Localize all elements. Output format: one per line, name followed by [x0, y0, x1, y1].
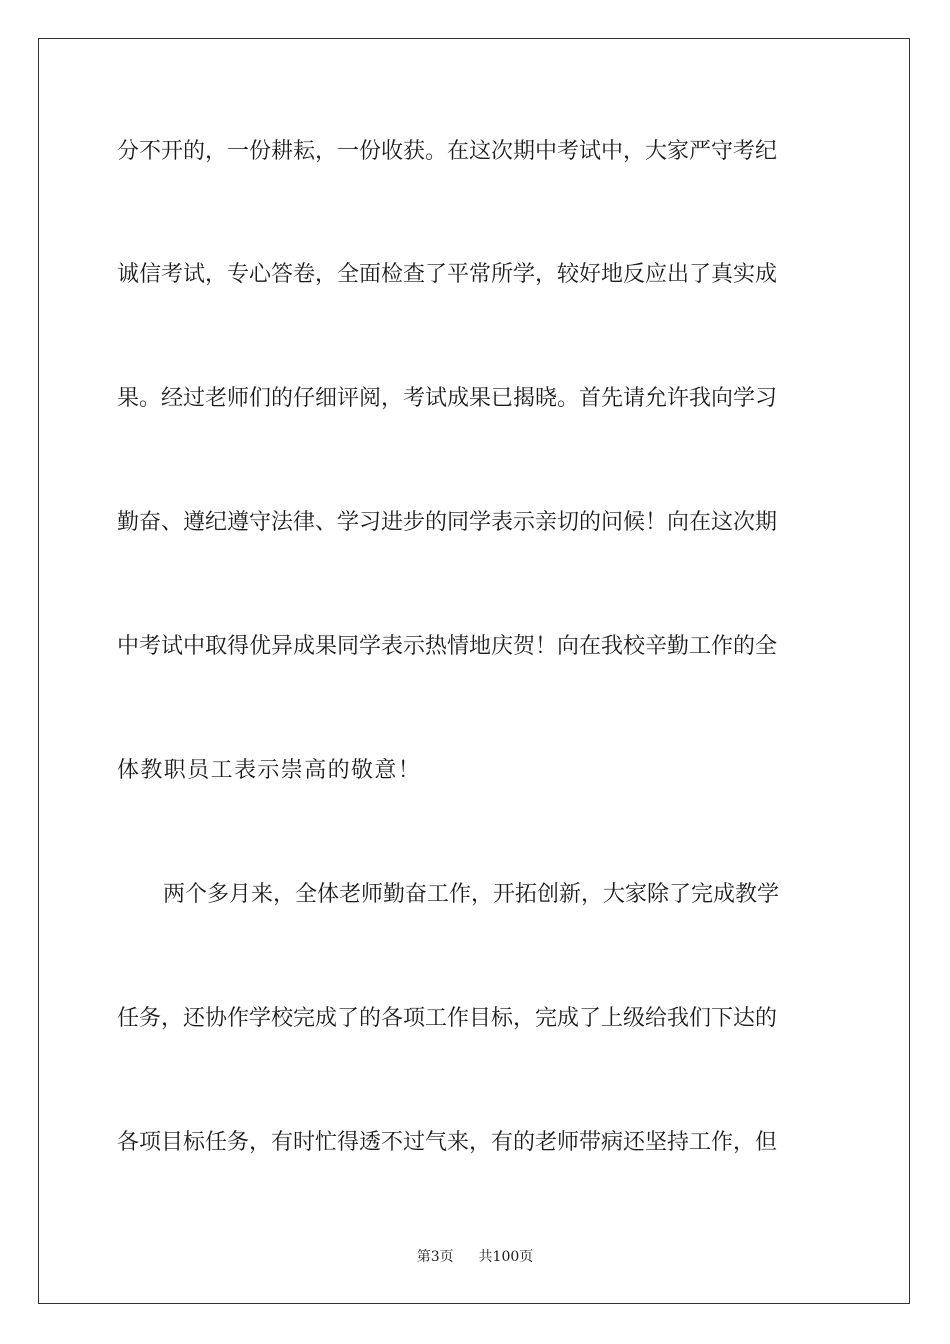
body-line-6: 体教职员工表示崇高的敬意！: [117, 758, 422, 783]
body-line-8: 任务，还协作学校完成了的各项工作目标，完成了上级给我们下达的: [117, 1006, 778, 1031]
body-line-1: 分不开的，一份耕耘，一份收获。在这次期中考试中，大家严守考纪: [117, 139, 778, 164]
total-pages: 共100页: [478, 1249, 534, 1265]
body-line-2: 诚信考试，专心答卷，全面检查了平常所学，较好地反应出了真实成: [117, 262, 778, 287]
page-footer: [0, 1247, 950, 1267]
page-border: [38, 38, 910, 1304]
body-line-9: 各项目标任务，有时忙得透不过气来，有的老师带病还坚持工作，但: [117, 1130, 778, 1155]
body-line-5: 中考试中取得优异成果同学表示热情地庆贺！向在我校辛勤工作的全: [117, 634, 778, 659]
body-line-4: 勤奋、遵纪遵守法律、学习进步的同学表示亲切的问候！向在这次期: [117, 510, 778, 535]
page-number: 第3页: [416, 1249, 454, 1265]
body-line-3: 果。经过老师们的仔细评阅，考试成果已揭晓。首先请允许我向学习: [117, 386, 778, 411]
body-line-7: 两个多月来，全体老师勤奋工作，开拓创新，大家除了完成教学: [163, 882, 780, 907]
